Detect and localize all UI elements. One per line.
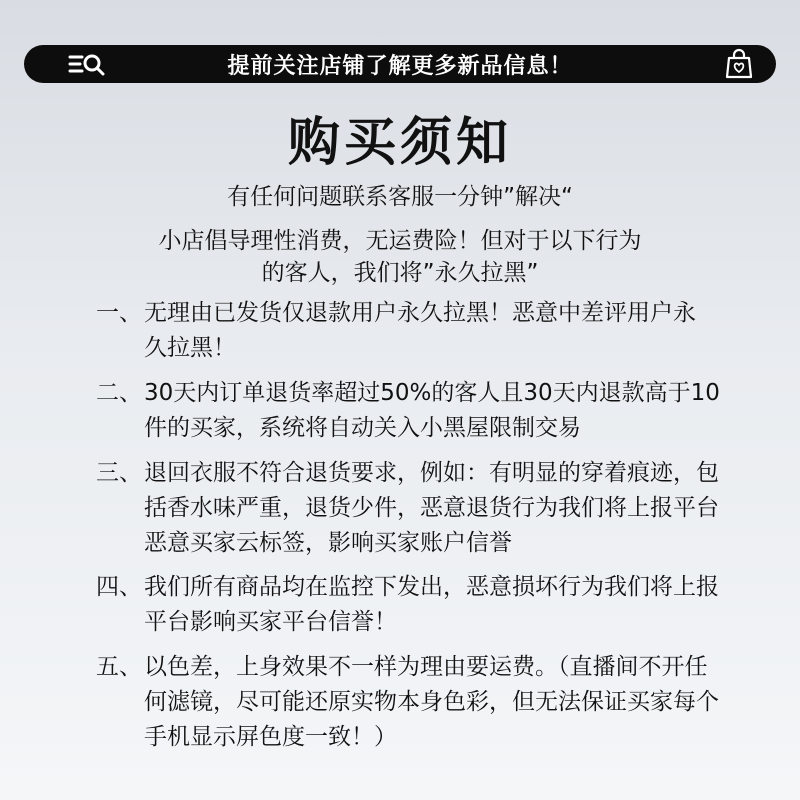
rule-item-3: [96, 456, 728, 561]
intro-line-2: 小店倡导理性消费，无运费险！但对于以下行为: [158, 228, 642, 254]
shopping-bag-heart-icon: [724, 48, 754, 80]
search-list-icon: [68, 52, 108, 76]
rule-item-2: [96, 376, 728, 446]
banner-text: 提前关注店铺了解更多新品信息！: [227, 53, 573, 79]
rule-text: 我们所有商品均在监控下发出，恶意损坏行为我们将上报平台影响买家平台信誉！: [144, 574, 719, 635]
rule-number: 五、: [96, 654, 142, 680]
rule-text: 30天内订单退货率超过50%的客人且30天内退款高于10件的买家，系统将自动关入小黑屋限制交易: [144, 380, 720, 441]
rule-number: 二、: [96, 380, 142, 406]
intro-line-1: 有任何问题联系客服一分钟”解决“: [227, 184, 573, 210]
rule-number: 一、: [96, 300, 142, 326]
rule-item-5: [96, 650, 728, 755]
page-title: 购买须知: [287, 113, 512, 173]
intro-line-3: 的客人，我们将”永久拉黑”: [261, 260, 539, 286]
rule-item-1: [96, 296, 706, 366]
rule-number: 三、: [96, 460, 142, 486]
rule-text: 无理由已发货仅退款用户永久拉黑！恶意中差评用户永久拉黑！: [144, 300, 696, 361]
promo-banner: [24, 45, 776, 83]
rule-item-4: [96, 570, 728, 640]
rule-text: 退回衣服不符合退货要求，例如：有明显的穿着痕迹，包括香水味严重，退货少件，恶意退货行为我们将上报平台恶意买家云标签，影响买家账户信誉: [144, 460, 719, 556]
rule-number: 四、: [96, 574, 142, 600]
rule-text: 以色差，上身效果不一样为理由要运费。（直播间不开任何滤镜，尽可能还原实物本身色彩，但无法保证买家每个手机显示屏色度一致！）: [144, 654, 719, 750]
